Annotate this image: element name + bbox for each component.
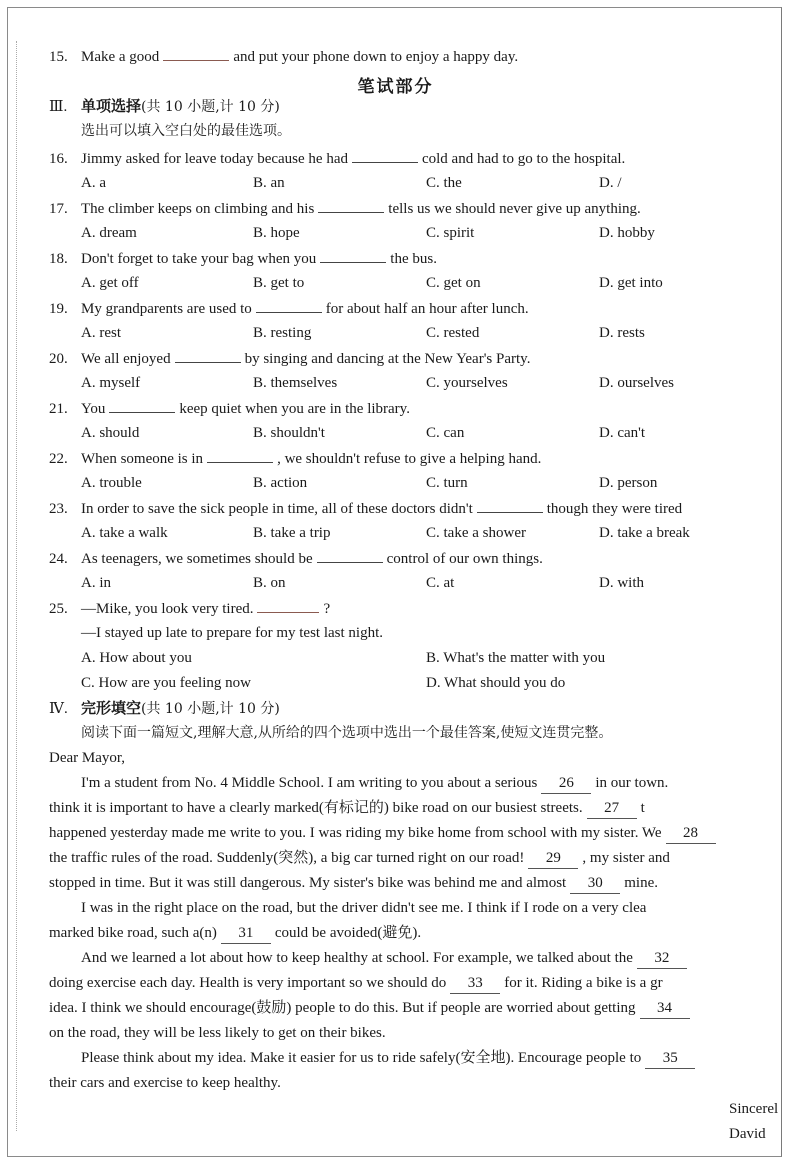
option-a[interactable]: A. rest (81, 325, 121, 341)
question-number: 21. (49, 401, 68, 417)
answer-blank (318, 198, 384, 213)
section-score: (共 10 小题,计 10 分) (141, 99, 280, 115)
letter-line (81, 948, 691, 969)
option-c[interactable]: C. get on (426, 275, 481, 291)
question-text: As teenagers, we sometimes should be (81, 551, 313, 567)
option-b[interactable]: B. action (253, 475, 308, 491)
letter-closing: Sincerel (729, 1101, 779, 1117)
margin-dotted-line (16, 41, 17, 1131)
question-text: —Mike, you look very tired. (81, 601, 254, 617)
option-d[interactable]: D. can't (599, 425, 646, 441)
option-d[interactable]: D. with (599, 575, 644, 591)
question-25 (49, 598, 330, 619)
letter-line (49, 873, 658, 894)
option-b[interactable]: B. resting (253, 325, 312, 341)
letter-greeting: Dear Mayor, (49, 750, 126, 766)
option-d[interactable]: D. person (599, 475, 658, 491)
letter-line (49, 1073, 281, 1093)
question-text: You (81, 401, 106, 417)
option-a[interactable]: A. dream (81, 225, 137, 241)
question-number: 17. (49, 201, 68, 217)
question-number: 16. (49, 151, 68, 167)
section-title: 完形填空 (81, 699, 142, 717)
option-a[interactable]: A. should (81, 425, 140, 441)
letter-text: for it. Riding a bike is a gr (504, 975, 663, 991)
question-text: We all enjoyed (81, 351, 171, 367)
option-d[interactable]: D. What should you do (426, 675, 566, 691)
letter-text: , my sister and (582, 850, 670, 866)
cloze-blank: 26 (541, 773, 591, 794)
letter-text: I was in the right place on the road, but the driver didn't see me. I think if I rode on a very clea (81, 900, 647, 916)
question-text: tells us we should never give up anything. (388, 201, 641, 217)
option-a[interactable]: A. a (81, 175, 106, 191)
letter-text: marked bike road, such a(n) (49, 925, 217, 941)
letter-line (81, 898, 646, 918)
option-a[interactable]: A. myself (81, 375, 141, 391)
question-number: 19. (49, 301, 68, 317)
letter-text: I'm a student from No. 4 Middle School. I am writing to you about a serious (81, 775, 538, 791)
letter-text: And we learned a lot about how to keep healthy at school. For example, we talked about the (81, 950, 633, 966)
option-a[interactable]: A. get off (81, 275, 139, 291)
question-19 (49, 298, 529, 319)
option-d[interactable]: D. / (599, 175, 622, 191)
question-text: , we shouldn't refuse to give a helping hand. (277, 451, 542, 467)
question-text: for about half an hour after lunch. (325, 301, 529, 317)
cloze-blank: 35 (645, 1048, 695, 1069)
question-text: Make a good (81, 49, 160, 65)
option-d[interactable]: D. rests (599, 325, 645, 341)
letter-text: the traffic rules of the road. Suddenly(突然), a big car turned right on our road! (49, 850, 525, 866)
option-d[interactable]: D. hobby (599, 225, 655, 241)
letter-line (49, 848, 670, 869)
option-a[interactable]: A. How about you (81, 650, 192, 666)
option-d[interactable]: D. get into (599, 275, 663, 291)
section-numeral: Ⅲ. (49, 99, 68, 115)
question-text: Don't forget to take your bag when you (81, 251, 317, 267)
letter-text: in our town. (595, 775, 669, 791)
answer-blank (163, 46, 229, 61)
option-c[interactable]: C. How are you feeling now (81, 675, 251, 691)
letter-line (49, 798, 645, 819)
question-23 (49, 498, 682, 519)
section-3-header (49, 96, 280, 117)
option-b[interactable]: B. What's the matter with you (426, 650, 606, 666)
letter-line (49, 998, 694, 1019)
answer-blank (320, 248, 386, 263)
answer-blank (477, 498, 543, 513)
section-heading: 笔试部分 (357, 77, 434, 97)
letter-text: doing exercise each day. Health is very important so we should do (49, 975, 447, 991)
section-title: 单项选择 (81, 97, 142, 115)
option-b[interactable]: B. shouldn't (253, 425, 325, 441)
letter-text: on the road, they will be less likely to get on their bikes. (49, 1025, 386, 1041)
letter-signature: David (729, 1126, 766, 1142)
question-text: When someone is in (81, 451, 204, 467)
letter-text: t (640, 800, 645, 816)
section-score: (共 10 小题,计 10 分) (141, 701, 280, 717)
page-frame (7, 7, 782, 1157)
question-16 (49, 148, 625, 169)
option-b[interactable]: B. take a trip (253, 525, 331, 541)
cloze-blank: 31 (221, 923, 271, 944)
cloze-blank: 30 (570, 873, 620, 894)
letter-text: mine. (624, 875, 658, 891)
letter-text: idea. I think we should encourage(鼓励) people to do this. But if people are worried about getting (49, 1000, 636, 1016)
option-d[interactable]: D. take a break (599, 525, 690, 541)
cloze-blank: 27 (587, 798, 637, 819)
question-text: the bus. (390, 251, 437, 267)
question-15 (49, 46, 518, 67)
option-c[interactable]: C. can (426, 425, 465, 441)
question-number: 24. (49, 551, 68, 567)
cloze-blank: 29 (528, 848, 578, 869)
question-text: though they were tired (546, 501, 683, 517)
section-numeral: Ⅳ. (49, 701, 68, 717)
letter-line (49, 923, 421, 944)
cloze-blank: 34 (640, 998, 690, 1019)
question-number: 20. (49, 351, 68, 367)
option-b[interactable]: B. get to (253, 275, 305, 291)
question-25-reply: —I stayed up late to prepare for my test last night. (81, 625, 383, 641)
option-c[interactable]: C. spirit (426, 225, 475, 241)
question-18 (49, 248, 437, 269)
question-text: ? (323, 601, 331, 617)
cloze-blank: 33 (450, 973, 500, 994)
question-text: control of our own things. (386, 551, 543, 567)
letter-text: think it is important to have a clearly marked(有标记的) bike road on our busiest streets. (49, 800, 583, 816)
question-text: and put your phone down to enjoy a happy day. (233, 49, 519, 65)
letter-text: could be avoided(避免). (274, 925, 422, 941)
letter-text: happened yesterday made me write to you. I was riding my bike home from school with my sister. We (49, 825, 662, 841)
option-a[interactable]: A. in (81, 575, 111, 591)
option-c[interactable]: C. turn (426, 475, 468, 491)
letter-line (49, 973, 663, 994)
question-text: by singing and dancing at the New Year's Party. (244, 351, 531, 367)
question-text: In order to save the sick people in time, all of these doctors didn't (81, 501, 473, 517)
option-c[interactable]: C. at (426, 575, 455, 591)
letter-line (81, 1048, 699, 1069)
letter-line (49, 823, 720, 844)
cloze-blank: 28 (666, 823, 716, 844)
option-b[interactable]: B. on (253, 575, 286, 591)
letter-line (81, 773, 668, 794)
question-number: 15. (49, 49, 68, 65)
question-24 (49, 548, 543, 569)
option-b[interactable]: B. themselves (253, 375, 338, 391)
option-a[interactable]: A. trouble (81, 475, 142, 491)
cloze-blank: 32 (637, 948, 687, 969)
question-text: keep quiet when you are in the library. (179, 401, 410, 417)
letter-line (49, 1023, 386, 1043)
question-text: The climber keeps on climbing and his (81, 201, 315, 217)
option-c[interactable]: C. yourselves (426, 375, 508, 391)
answer-blank (207, 448, 273, 463)
answer-blank (109, 398, 175, 413)
answer-blank (317, 548, 383, 563)
section-4-header (49, 698, 280, 719)
question-number: 23. (49, 501, 68, 517)
question-text: cold and had to go to the hospital. (421, 151, 626, 167)
option-a[interactable]: A. take a walk (81, 525, 168, 541)
answer-blank (256, 298, 322, 313)
option-c[interactable]: C. rested (426, 325, 480, 341)
question-text: My grandparents are used to (81, 301, 252, 317)
question-number: 22. (49, 451, 68, 467)
option-c[interactable]: C. the (426, 175, 462, 191)
question-20 (49, 348, 530, 369)
option-b[interactable]: B. an (253, 175, 285, 191)
question-text: Jimmy asked for leave today because he had (81, 151, 348, 167)
letter-text: Please think about my idea. Make it easier for us to ride safely(安全地). Encourage people to (81, 1050, 642, 1066)
question-17 (49, 198, 641, 219)
answer-blank (352, 148, 418, 163)
option-b[interactable]: B. hope (253, 225, 300, 241)
answer-blank (175, 348, 241, 363)
question-number: 25. (49, 601, 68, 617)
question-21 (49, 398, 410, 419)
section-4-instruction: 阅读下面一篇短文,理解大意,从所给的四个选项中选出一个最佳答案,使短文连贯完整。 (81, 725, 613, 741)
letter-text: stopped in time. But it was still dangerous. My sister's bike was behind me and almost (49, 875, 567, 891)
letter-text: their cars and exercise to keep healthy. (49, 1075, 281, 1091)
answer-blank (257, 598, 319, 613)
question-number: 18. (49, 251, 68, 267)
section-3-instruction: 选出可以填入空白处的最佳选项。 (81, 123, 291, 139)
option-d[interactable]: D. ourselves (599, 375, 674, 391)
option-c[interactable]: C. take a shower (426, 525, 526, 541)
question-22 (49, 448, 541, 469)
